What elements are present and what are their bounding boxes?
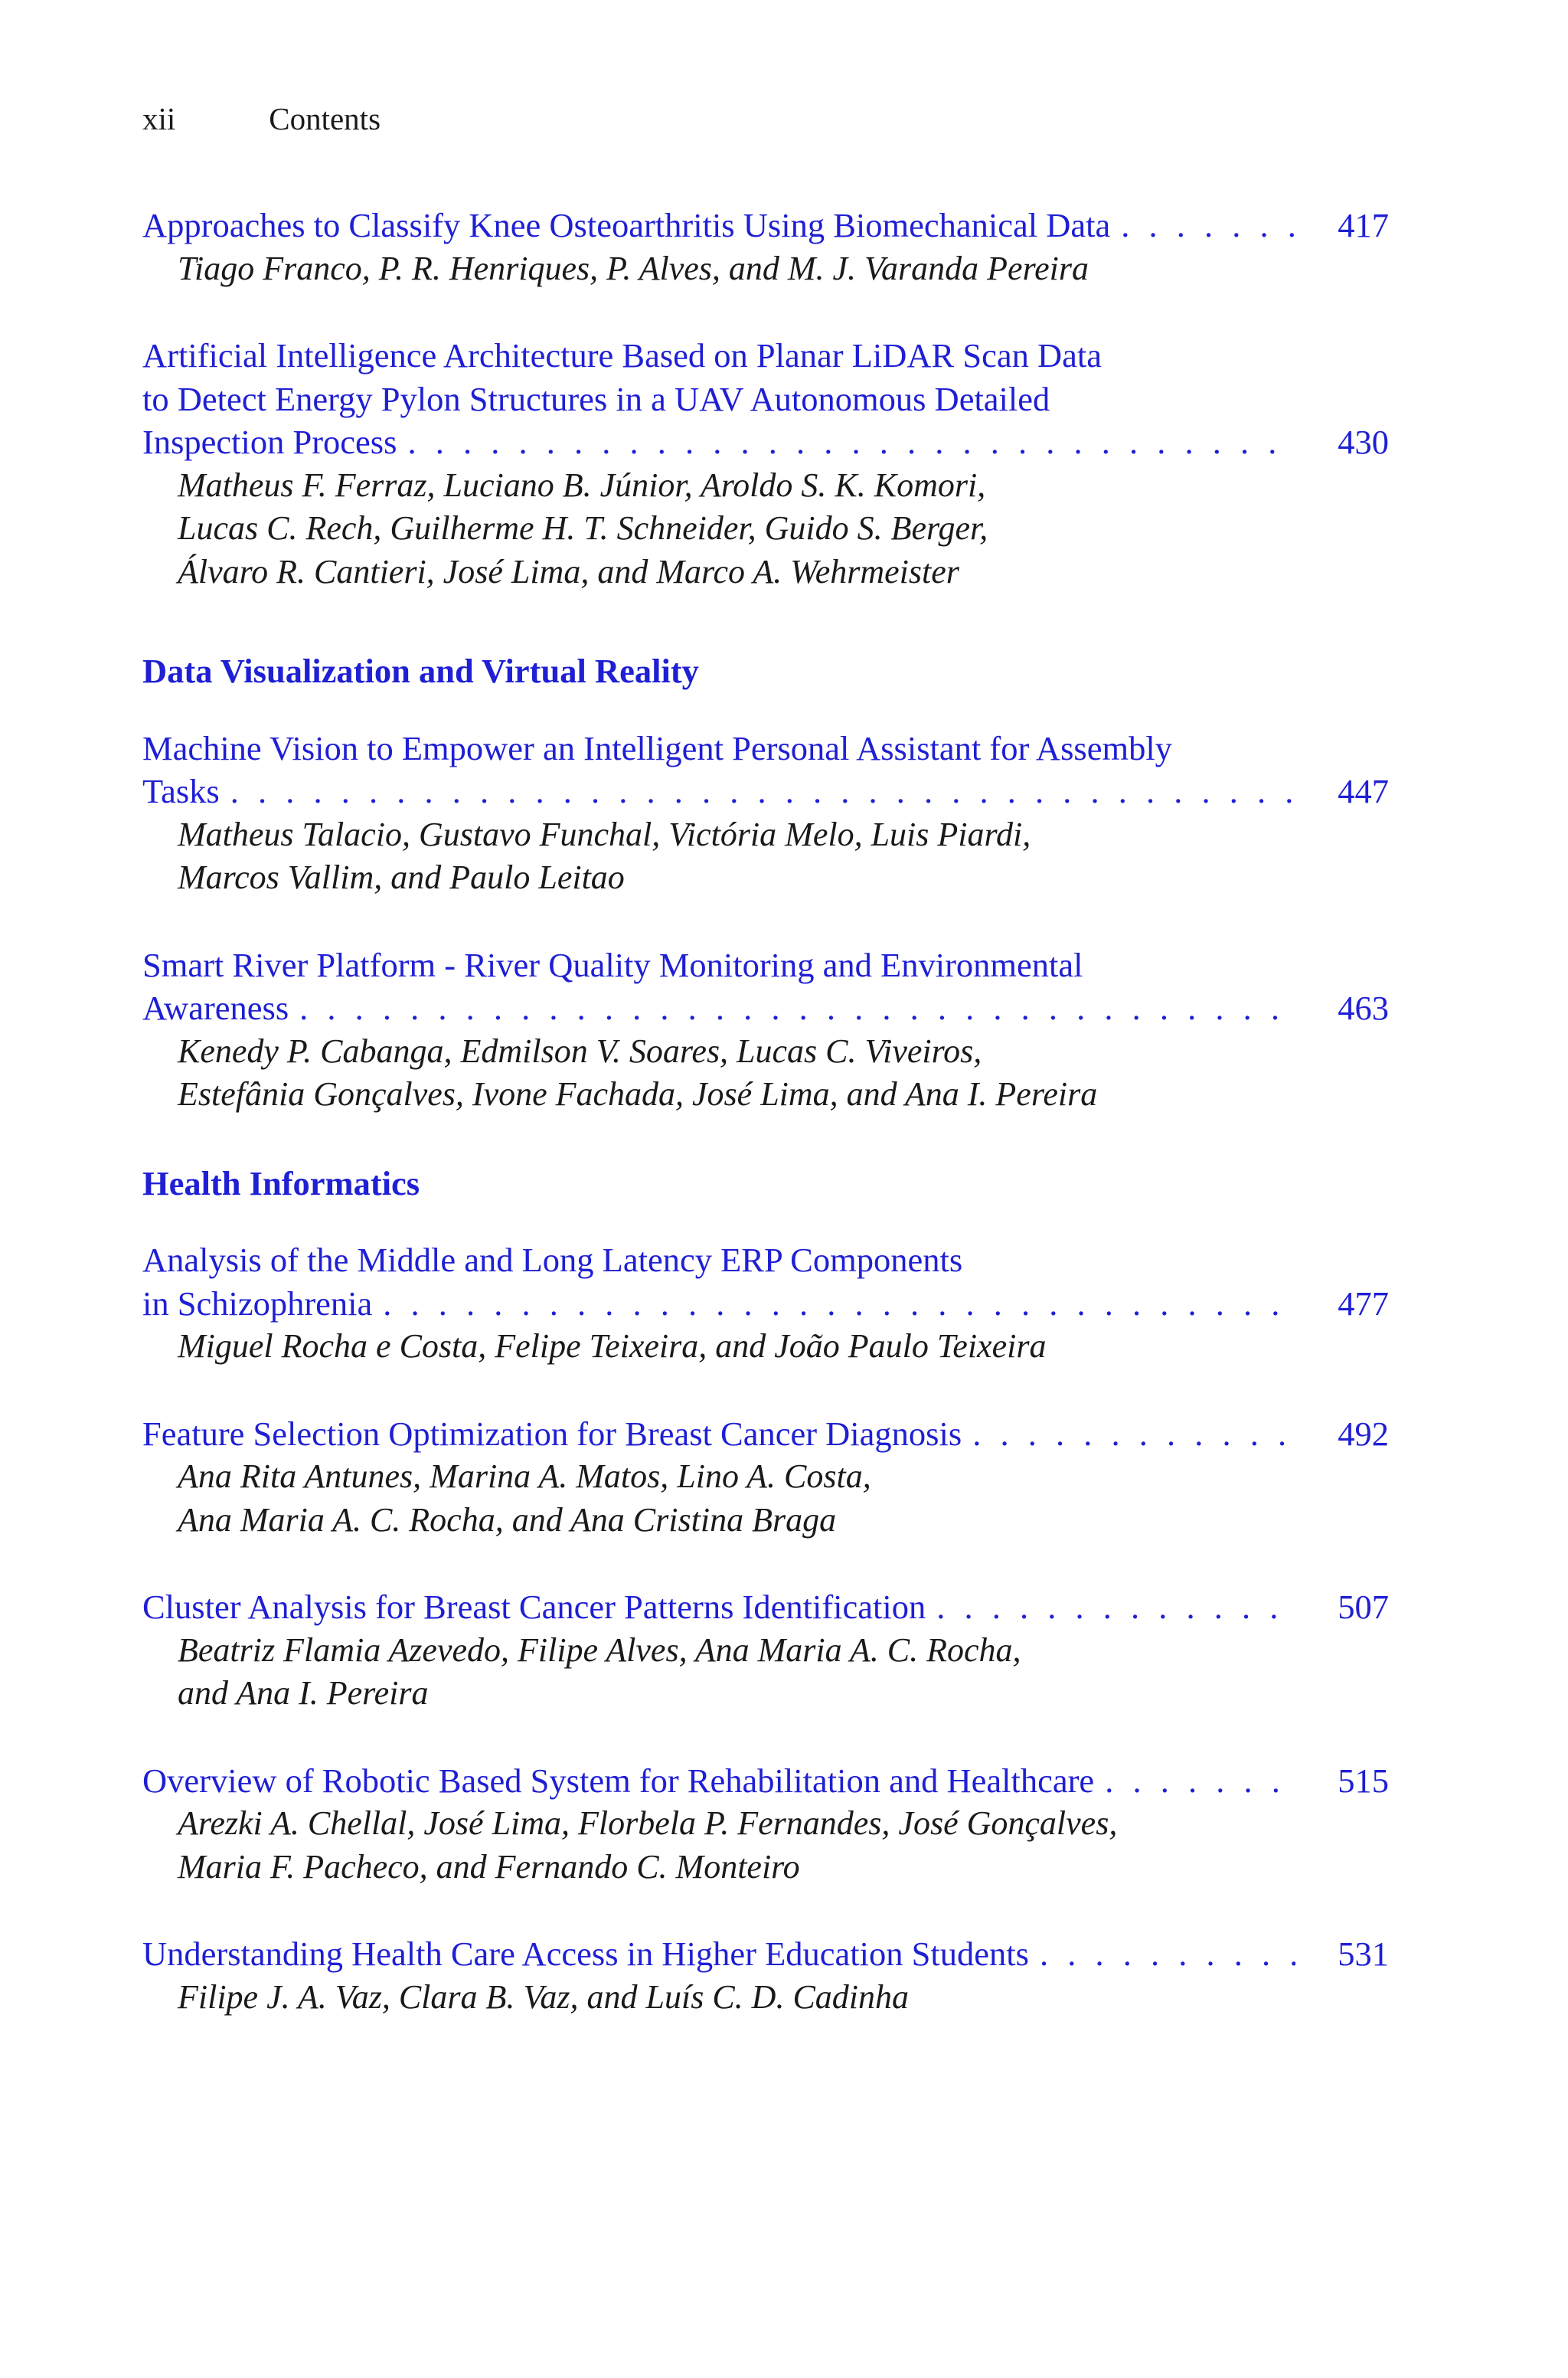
toc-entry-title[interactable]: [142, 204, 1389, 247]
toc-page-number[interactable]: 531: [1338, 1935, 1389, 1973]
toc-group-health-informatics: [142, 1238, 1389, 2019]
author-line: Kenedy P. Cabanga, Edmilson V. Soares, Lucas C. Viveiros,: [178, 1032, 982, 1070]
toc-entry-title-line[interactable]: Machine Vision to Empower an Intelligent Personal Assistant for Assembly: [142, 728, 1172, 767]
toc-entry-title-text[interactable]: Awareness: [142, 989, 289, 1027]
toc-entry: [142, 944, 1389, 1117]
toc-page-number[interactable]: 447: [1338, 772, 1389, 810]
dot-leader: [936, 1585, 1295, 1629]
toc-entry: [142, 727, 1389, 900]
toc-entry-title-line[interactable]: [142, 420, 1389, 464]
toc-group-untitled: [142, 204, 1389, 594]
running-head-title: Contents: [269, 101, 381, 136]
author-line: Marcos Vallim, and Paulo Leitao: [178, 859, 625, 896]
toc-page-number[interactable]: 463: [1338, 989, 1389, 1027]
toc-group-data-visualization: [142, 727, 1389, 1117]
toc-entry-title-line[interactable]: to Detect Energy Pylon Structures in a UAV Autonomous Detailed: [142, 379, 1050, 418]
author-line: Maria F. Pacheco, and Fernando C. Monteiro: [178, 1847, 800, 1886]
toc-entry-authors: [142, 1629, 1389, 1716]
toc-entry-title-line[interactable]: Artificial Intelligence Architecture Based on Planar LiDAR Scan Data: [142, 336, 1102, 375]
toc-entry-authors: [142, 1802, 1389, 1889]
author-line: Álvaro R. Cantieri, José Lima, and Marco A. Wehrmeister: [178, 552, 959, 590]
dot-leader: [230, 770, 1295, 813]
toc-entry-title-line[interactable]: [142, 1282, 1389, 1326]
toc-entry: [142, 1412, 1389, 1542]
toc-entry-title-line[interactable]: [142, 1585, 1389, 1629]
toc-page-number[interactable]: 417: [1338, 206, 1389, 244]
toc-entry-authors: [142, 247, 1389, 291]
author-line: Miguel Rocha e Costa, Felipe Teixeira, and João Paulo Teixeira: [178, 1327, 1047, 1365]
toc-entry-authors: [142, 464, 1389, 594]
toc-entry-title-line[interactable]: [142, 770, 1389, 813]
toc-entry-authors: [142, 1976, 1389, 2020]
toc-page-number[interactable]: 430: [1338, 423, 1389, 461]
toc-entry-authors: [142, 813, 1389, 900]
dot-leader: [383, 1282, 1295, 1326]
author-line: Lucas C. Rech, Guilherme H. T. Schneider, Guido S. Berger,: [178, 509, 988, 547]
dot-leader: [1121, 204, 1295, 247]
section-heading-data-visualization[interactable]: Data Visualization and Virtual Reality: [142, 652, 699, 690]
toc-list: [142, 204, 1389, 2019]
dot-leader: [972, 1412, 1295, 1456]
toc-entry-authors: [142, 1455, 1389, 1542]
toc-entry-authors: [142, 1325, 1389, 1369]
toc-entry-title[interactable]: [142, 334, 1389, 464]
toc-entry: [142, 204, 1389, 290]
toc-entry-title-line[interactable]: [142, 986, 1389, 1030]
author-line: Matheus F. Ferraz, Luciano B. Júnior, Aroldo S. K. Komori,: [178, 466, 986, 504]
author-line: Beatriz Flamia Azevedo, Filipe Alves, Ana Maria A. C. Rocha,: [178, 1631, 1021, 1669]
dot-leader: [299, 986, 1295, 1030]
toc-entry-title-line[interactable]: Analysis of the Middle and Long Latency ERP Components: [142, 1241, 963, 1279]
toc-entry-title-line[interactable]: [142, 1759, 1389, 1803]
author-line: Ana Maria A. C. Rocha, and Ana Cristina Braga: [178, 1500, 837, 1539]
toc-entry-title-text[interactable]: Inspection Process: [142, 423, 397, 461]
toc-page: [142, 100, 1389, 2062]
author-line: Arezki A. Chellal, José Lima, Florbela P. Fernandes, José Gonçalves,: [178, 1804, 1118, 1842]
dot-leader: [1105, 1759, 1295, 1803]
toc-entry: [142, 1585, 1389, 1716]
toc-entry-title-line[interactable]: [142, 1412, 1389, 1456]
toc-entry-title[interactable]: [142, 1585, 1389, 1629]
toc-page-number[interactable]: 477: [1338, 1284, 1389, 1323]
toc-entry-title-text[interactable]: Tasks: [142, 772, 220, 810]
toc-entry-title-text[interactable]: Understanding Health Care Access in Higher Education Students: [142, 1935, 1029, 1973]
toc-entry-title-text[interactable]: Approaches to Classify Knee Osteoarthritis Using Biomechanical Data: [142, 206, 1111, 244]
toc-entry-title-text[interactable]: Overview of Robotic Based System for Rehabilitation and Healthcare: [142, 1761, 1095, 1800]
author-line: Matheus Talacio, Gustavo Funchal, Victória Melo, Luis Piardi,: [178, 815, 1031, 853]
toc-page-number[interactable]: 515: [1338, 1761, 1389, 1800]
author-line: Tiago Franco, P. R. Henriques, P. Alves, and M. J. Varanda Pereira: [178, 249, 1089, 287]
dot-leader: [407, 420, 1295, 464]
toc-entry: [142, 334, 1389, 594]
author-line: Filipe J. A. Vaz, Clara B. Vaz, and Luís C. D. Cadinha: [178, 1977, 910, 2016]
toc-entry-title-line[interactable]: [142, 204, 1389, 247]
toc-entry: [142, 1932, 1389, 2019]
dot-leader: [1040, 1932, 1295, 1976]
toc-entry-title[interactable]: [142, 1412, 1389, 1456]
toc-entry-title[interactable]: [142, 1932, 1389, 1976]
toc-entry-title-line[interactable]: [142, 1932, 1389, 1976]
author-line: and Ana I. Pereira: [178, 1674, 429, 1712]
toc-entry-title-text[interactable]: Cluster Analysis for Breast Cancer Patterns Identification: [142, 1588, 926, 1626]
running-head: [142, 100, 1389, 138]
toc-entry-title[interactable]: [142, 1238, 1389, 1325]
toc-page-number[interactable]: 507: [1338, 1588, 1389, 1626]
toc-entry-title-line[interactable]: Smart River Platform - River Quality Monitoring and Environmental: [142, 945, 1083, 984]
toc-entry: [142, 1238, 1389, 1369]
toc-page-number[interactable]: 492: [1338, 1414, 1389, 1453]
toc-entry-title[interactable]: [142, 1759, 1389, 1803]
author-line: Ana Rita Antunes, Marina A. Matos, Lino A. Costa,: [178, 1457, 871, 1495]
page-folio: xii: [142, 101, 176, 136]
toc-entry-title[interactable]: [142, 944, 1389, 1030]
toc-entry: [142, 1759, 1389, 1889]
toc-entry-title-text[interactable]: in Schizophrenia: [142, 1284, 373, 1323]
toc-entry-title-text[interactable]: Feature Selection Optimization for Breast Cancer Diagnosis: [142, 1414, 962, 1453]
toc-entry-title[interactable]: [142, 727, 1389, 813]
section-heading-health-informatics[interactable]: Health Informatics: [142, 1163, 420, 1202]
toc-entry-authors: [142, 1030, 1389, 1117]
author-line: Estefânia Gonçalves, Ivone Fachada, José Lima, and Ana I. Pereira: [178, 1075, 1098, 1113]
